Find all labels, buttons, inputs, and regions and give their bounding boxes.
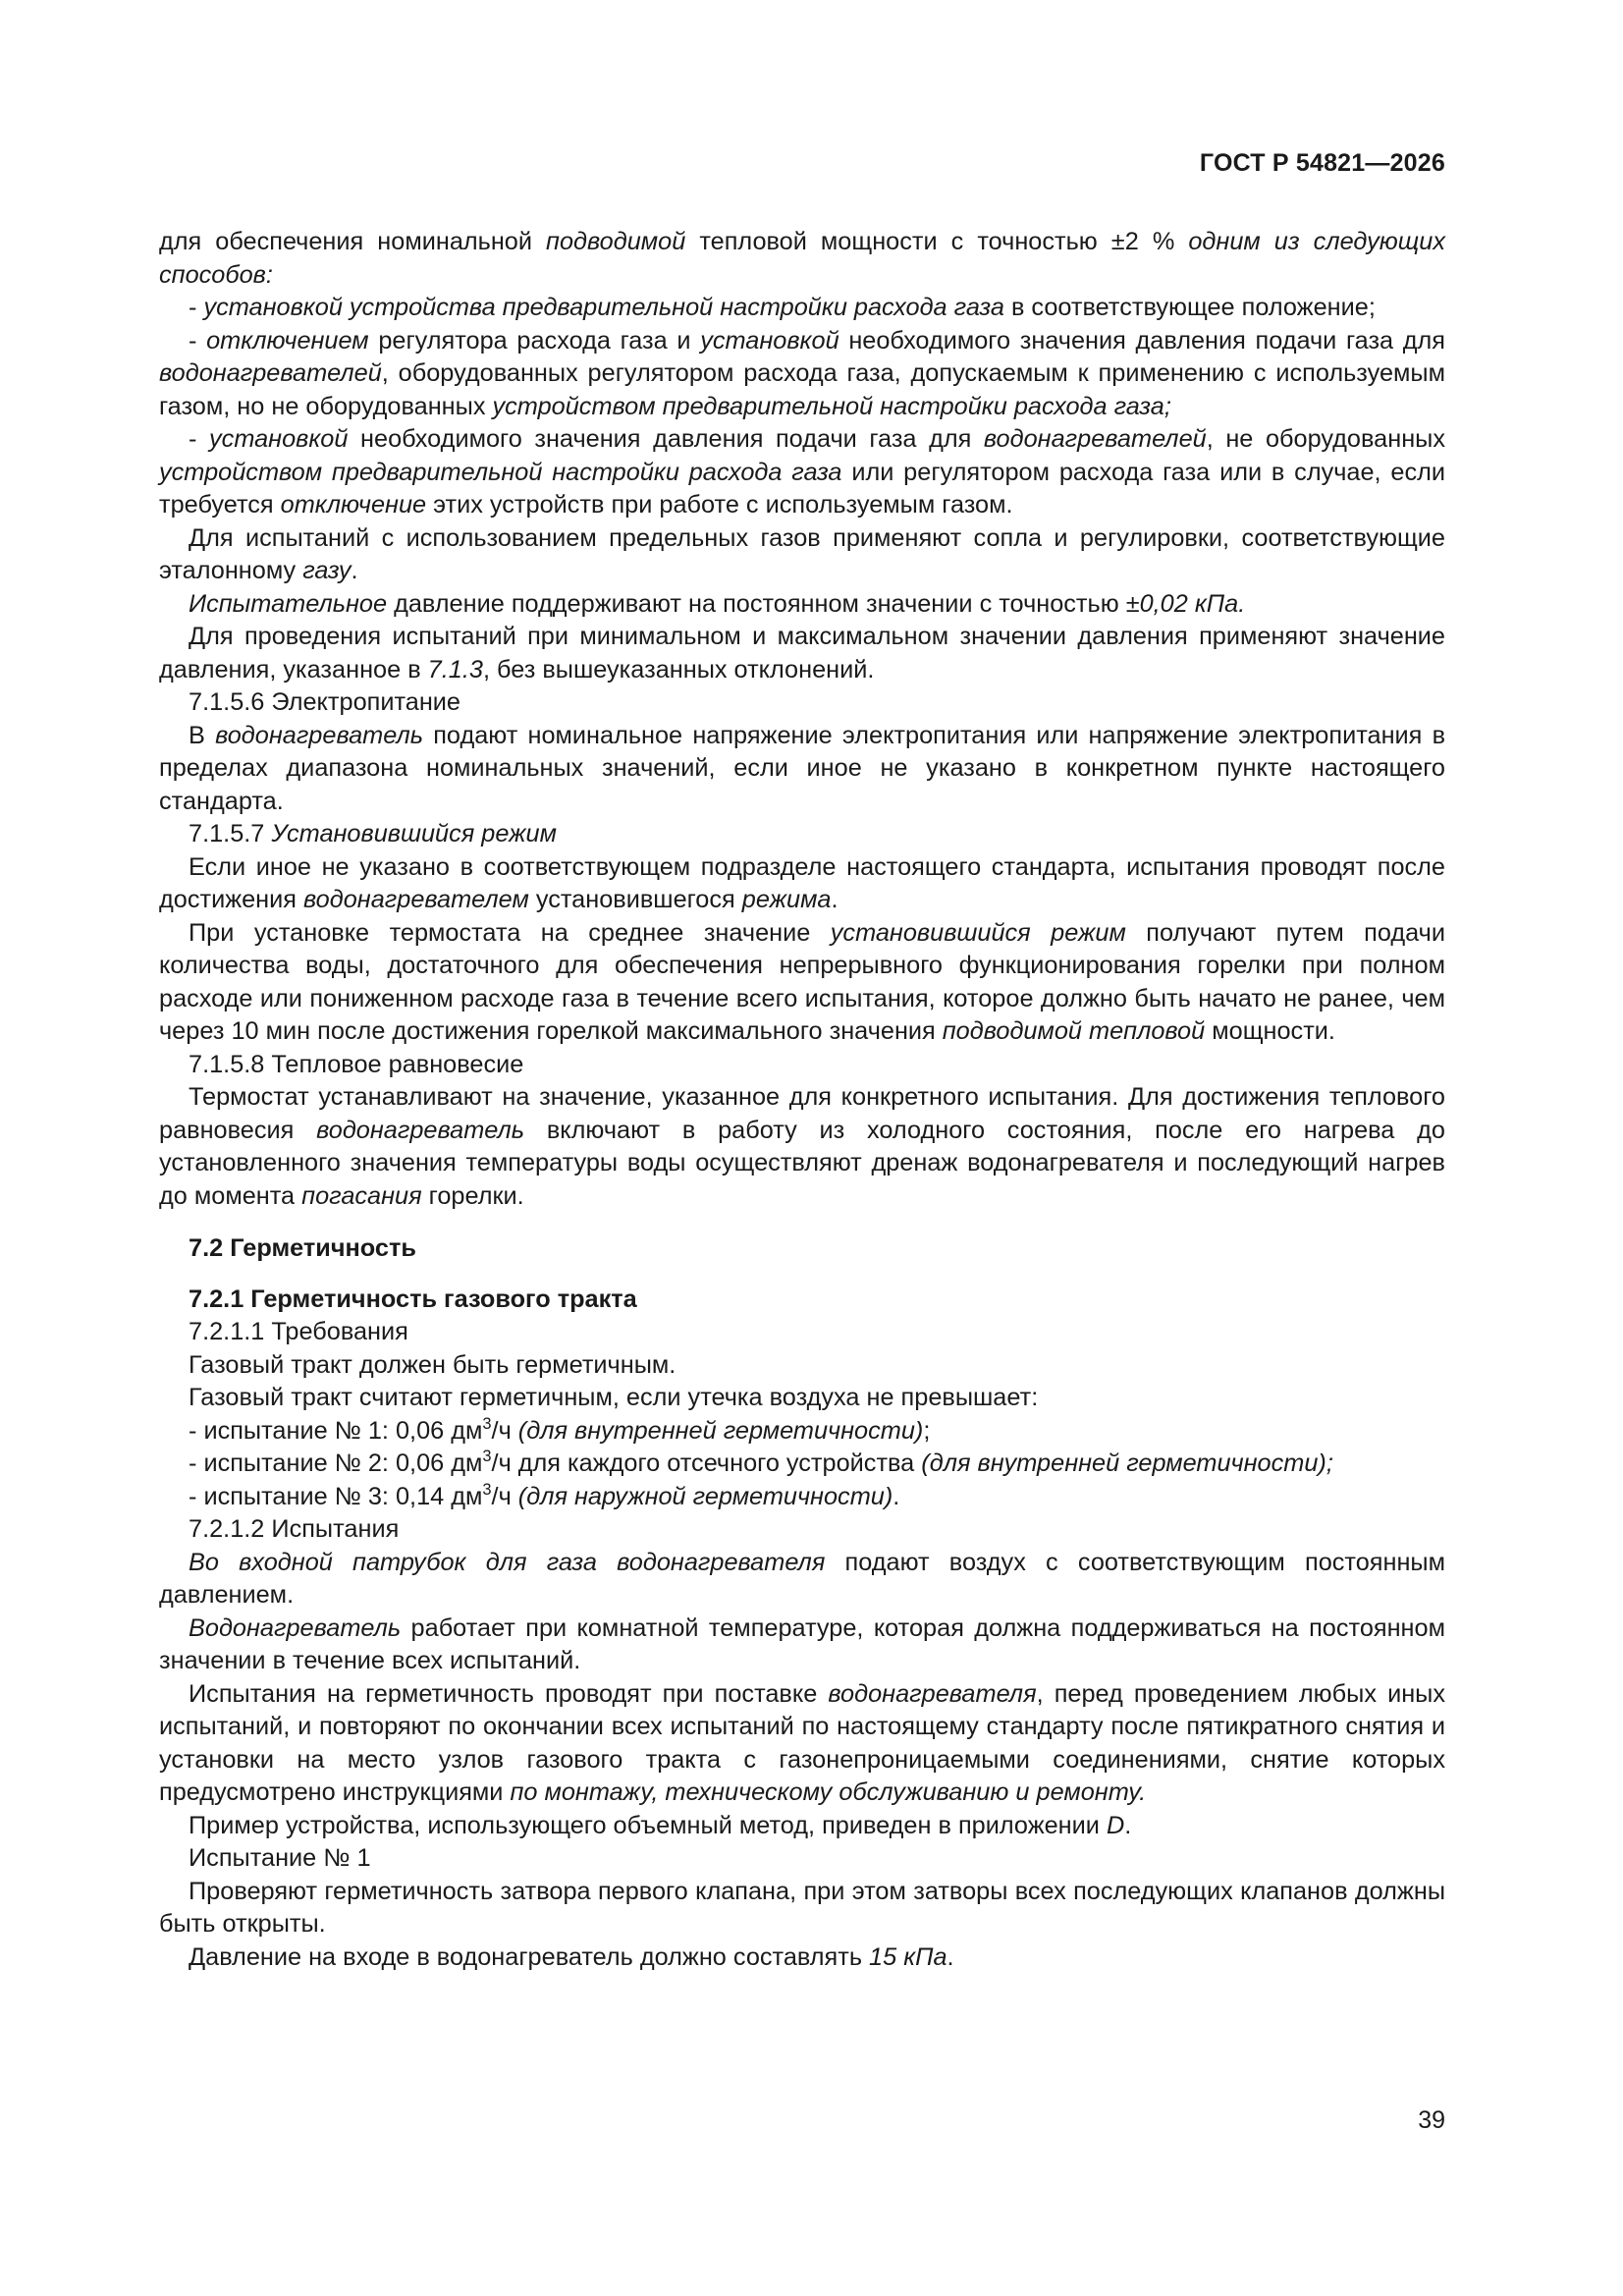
paragraph: [159, 1448, 1445, 1481]
italic-run: 15 кПа: [869, 1942, 947, 1971]
paragraph: [159, 1382, 1445, 1415]
paragraph: [159, 226, 1445, 292]
paragraph: [159, 1678, 1445, 1810]
text-run: В: [189, 721, 216, 749]
text-run: в соответствующее положение;: [1003, 294, 1376, 321]
paragraph: [159, 588, 1445, 622]
italic-run: установившийся режим: [830, 918, 1126, 947]
paragraph: [159, 621, 1445, 686]
paragraph: [159, 292, 1445, 325]
italic-run: отключением: [206, 326, 369, 355]
text-run: Пример устройства, использующего объемный метод, приведен в приложении: [189, 1811, 1107, 1839]
text-run: Испытание № 1: [189, 1844, 371, 1872]
paragraph: [159, 1481, 1445, 1514]
paragraph: [159, 1316, 1445, 1349]
text-run: Газовый тракт считают герметичным, если утечка воздуха не превышает:: [189, 1384, 1039, 1411]
superscript: 3: [482, 1414, 492, 1433]
italic-run: водонагревателей: [159, 359, 382, 387]
italic-run: (для внутренней герметичности);: [921, 1449, 1333, 1477]
text-run: - испытание № 1: 0,06 дм: [189, 1416, 483, 1445]
superscript: 3: [482, 1448, 492, 1466]
text-run: получают путем подачи количества воды, достаточного для обеспечения непрерывного функционирования горелки при полном расходе или пониженном расходе газа в течение всего испытания, которое должно быть начато не ранее, чем через 10 мин после достижения горелкой максимального значения: [159, 918, 1445, 1045]
text-run: .: [1124, 1811, 1132, 1839]
text-run: .: [351, 557, 358, 584]
paragraph: [159, 1842, 1445, 1876]
text-run: /ч: [491, 1416, 518, 1445]
italic-run: устройством предварительной настройки расхода газа: [159, 458, 842, 486]
italic-run: Установившийся режим: [271, 820, 557, 847]
text-run: -: [189, 425, 210, 453]
text-run: , без вышеуказанных отклонений.: [482, 655, 875, 683]
italic-run: установкой: [209, 425, 349, 453]
standard-code-header: ГОСТ Р 54821—2026: [1199, 149, 1445, 177]
italic-run: (для внутренней герметичности): [517, 1416, 924, 1445]
text-run: Для испытаний с использованием предельных газов применяют сопла и регулировки, соответствующие эталонному: [159, 523, 1445, 584]
italic-run: подводимой тепловой: [942, 1017, 1206, 1045]
paragraph: [159, 423, 1445, 522]
section-heading: [159, 1232, 1445, 1266]
text-run: Термостат устанавливают на значение, указанное для конкретного испытания. Для достижения теплового равновесия: [159, 1083, 1445, 1144]
text-run: .: [831, 886, 839, 913]
italic-run: ±0,02 кПа.: [1125, 589, 1246, 618]
text-run: подают номинальное напряжение электропитания или напряжение электропитания в пределах диапазона номинальных значений, если иное не указано в конкретном пункте настоящего стандарта.: [159, 721, 1446, 815]
text-run: работает при комнатной температуре, которая должна поддерживаться на постоянном значении в течение всех испытаний.: [159, 1613, 1445, 1674]
text-run: или регулятором расхода газа или в случае, если требуется: [159, 458, 1446, 519]
paragraph: [159, 1810, 1445, 1843]
text-run: Проверяют герметичность затвора первого клапана, при этом затворы всех последующих клапанов должны быть открыты.: [159, 1877, 1445, 1938]
text-run: .: [893, 1482, 900, 1510]
text-run: горелки.: [421, 1181, 524, 1210]
italic-run: D: [1106, 1811, 1125, 1839]
text-run: Газовый тракт должен быть герметичным.: [189, 1350, 676, 1379]
text-run: .: [947, 1942, 954, 1971]
superscript: 3: [482, 1480, 492, 1499]
text-run: 7.2.1.2 Испытания: [189, 1515, 400, 1543]
text-run: установившегося: [528, 886, 742, 913]
text-run: /ч для каждого отсечного устройства: [491, 1449, 922, 1477]
text-run: 7.1.5.6 Электропитание: [189, 688, 461, 716]
text-run: необходимого значения давления подачи газа для: [348, 425, 984, 453]
paragraph: [159, 720, 1445, 819]
italic-run: установкой: [700, 326, 839, 355]
text-run: подают воздух с соответствующим постоянным давлением.: [159, 1548, 1445, 1609]
document-body: [159, 226, 1445, 1974]
italic-run: водонагреватель: [316, 1116, 525, 1144]
paragraph: [159, 1613, 1445, 1678]
text-run: 7.2 Герметичность: [189, 1234, 416, 1262]
text-run: , оборудованных регулятором расхода газа, допускаемым к применению с используемым газом, но не оборудованных: [159, 359, 1445, 420]
text-run: необходимого значения давления подачи газа для: [839, 326, 1446, 355]
italic-run: подводимой: [546, 228, 686, 255]
italic-run: водонагреватель: [215, 721, 424, 749]
italic-run: отключение: [280, 491, 427, 519]
italic-run: газу: [302, 557, 352, 584]
italic-run: Во входной патрубок для газа водонагревателя: [189, 1548, 826, 1576]
paragraph: [159, 1941, 1445, 1975]
paragraph: [159, 1415, 1445, 1449]
text-run: - испытание № 2: 0,06 дм: [189, 1449, 483, 1477]
text-run: -: [189, 326, 207, 355]
text-run: Давление на входе в водонагреватель должно составлять: [189, 1942, 870, 1971]
paragraph: [159, 1547, 1445, 1613]
paragraph: [159, 1876, 1445, 1941]
subsection-heading: [159, 1284, 1445, 1317]
text-run: , перед проведением любых иных испытаний, и повторяют по окончании всех испытаний по настоящему стандарту после пятикратного снятия и установки на место узлов газового тракта с газонепроницаемыми соединениями, снятие которых предусмотрено инструкциями: [159, 1679, 1445, 1806]
italic-run: одним из следующих способов:: [159, 228, 1445, 289]
italic-run: режима: [741, 886, 832, 913]
text-run: При установке термостата на среднее значение: [189, 918, 831, 947]
page-number: 39: [1418, 2106, 1445, 2134]
text-run: регулятора расхода газа и: [368, 326, 701, 355]
italic-run: водонагревателем: [303, 886, 529, 913]
text-run: Для проведения испытаний при минимальном и максимальном значении давления применяют значение давления, указанное в: [159, 623, 1445, 683]
text-run: тепловой мощности с точностью ±2 %: [685, 228, 1189, 255]
paragraph: [159, 325, 1445, 424]
italic-run: по монтажу, техническому обслуживанию и ремонту.: [510, 1778, 1147, 1806]
paragraph: [159, 917, 1445, 1049]
text-run: , не оборудованных: [1206, 425, 1445, 453]
italic-run: 7.1.3: [427, 655, 483, 683]
paragraph: [159, 686, 1445, 720]
text-run: 7.1.5.7: [189, 820, 272, 847]
text-run: 7.2.1.1 Требования: [189, 1318, 408, 1345]
text-run: для обеспечения номинальной: [159, 228, 547, 255]
paragraph: [159, 851, 1445, 917]
text-run: -: [189, 294, 204, 321]
text-run: Испытания на герметичность проводят при поставке: [189, 1679, 829, 1708]
paragraph: [159, 1513, 1445, 1547]
text-run: 7.2.1 Герметичность газового тракта: [189, 1285, 637, 1313]
text-run: давление поддерживают на постоянном значении с точностью: [387, 589, 1126, 618]
text-run: ;: [923, 1416, 931, 1445]
italic-run: установкой устройства предварительной настройки расхода газа: [203, 294, 1004, 321]
italic-run: Испытательное: [189, 589, 388, 618]
paragraph: [159, 1081, 1445, 1213]
paragraph: [159, 522, 1445, 588]
italic-run: Водонагреватель: [189, 1613, 402, 1642]
italic-run: водонагревателя: [828, 1679, 1037, 1708]
text-run: - испытание № 3: 0,14 дм: [189, 1482, 483, 1510]
italic-run: водонагревателей: [983, 425, 1207, 453]
text-run: 7.1.5.8 Тепловое равновесие: [189, 1050, 524, 1078]
text-run: Если иное не указано в соответствующем подразделе настоящего стандарта, испытания проводят после достижения: [159, 852, 1445, 913]
italic-run: (для наружной герметичности): [517, 1482, 893, 1510]
text-run: этих устройств при работе с используемым газом.: [426, 491, 1013, 519]
text-run: включают в работу из холодного состояния, после его нагрева до установленного значения температуры воды осуществляют дренаж водонагревателя и последующий нагрев до момента: [159, 1116, 1445, 1210]
text-run: /ч: [491, 1482, 518, 1510]
paragraph: [159, 818, 1445, 851]
italic-run: устройством предварительной настройки расхода газа;: [492, 392, 1171, 420]
italic-run: погасания: [301, 1181, 422, 1210]
text-run: мощности.: [1205, 1017, 1335, 1045]
paragraph: [159, 1349, 1445, 1383]
paragraph: [159, 1049, 1445, 1082]
